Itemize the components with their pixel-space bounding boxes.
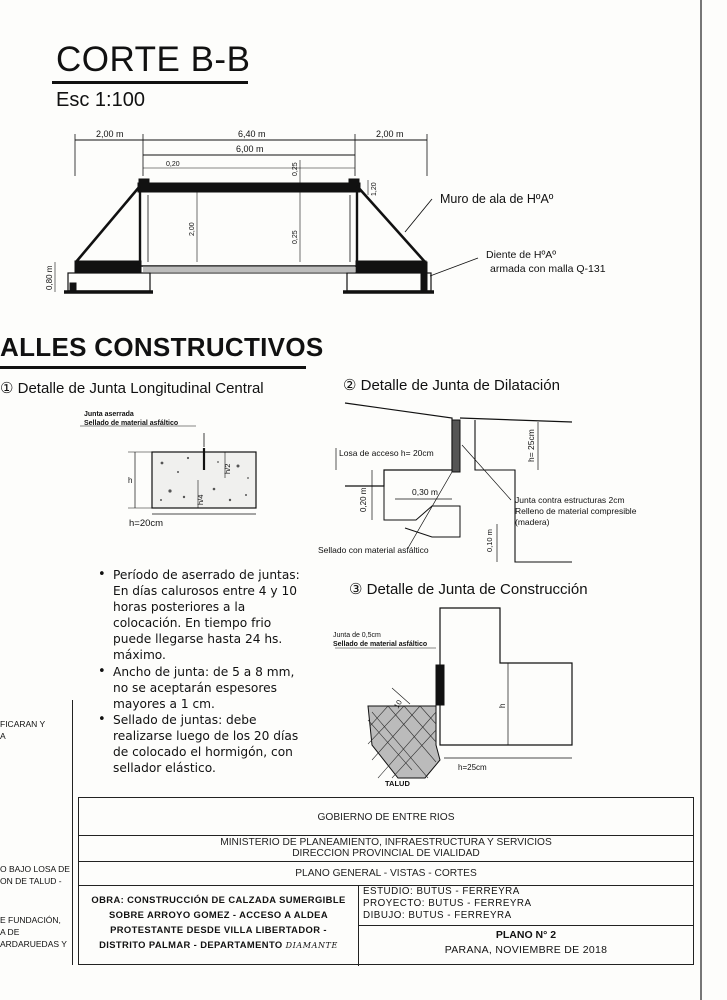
handwritten-department: DIAMANTE — [285, 941, 338, 950]
d3-talud: TALUD — [385, 779, 410, 788]
government-name: GOBIERNO DE ENTRE RIOS — [317, 812, 455, 823]
ministry-name: MINISTERIO DE PLANEAMIENTO, INFRAESTRUCTURA Y SERVICIOS — [220, 837, 552, 848]
d2-note-1: Junta contra estructuras 2cm — [515, 495, 625, 505]
d1-h2: h/2 — [223, 463, 232, 474]
d1-h: h — [128, 476, 133, 485]
construction-notes — [98, 567, 308, 776]
work-line: DISTRITO PALMAR - DEPARTAMENTO — [99, 939, 283, 950]
left-fragment: ON DE TALUD - — [0, 876, 62, 886]
d3-h: h — [498, 703, 507, 708]
title-block — [78, 797, 694, 965]
left-fragment: O BAJO LOSA DE — [0, 864, 70, 874]
detail-1-title: ① Detalle de Junta Longitudinal Central — [0, 380, 264, 397]
d3-width: h=25cm — [458, 763, 487, 772]
d2-slab: Losa de acceso h= 20cm — [339, 448, 434, 458]
project-credit: PROYECTO: BUTUS - FERREYRA — [363, 898, 532, 909]
dim-inner: 6,00 m — [236, 144, 264, 154]
d1-h4: h/4 — [196, 494, 205, 505]
section-title: CORTE B-B — [56, 40, 251, 79]
detail-3-title: ③ Detalle de Junta de Construcción — [349, 581, 588, 598]
note-item: • Período de aserrado de juntas: En días calurosos entre 4 y 10 horas posteriores a la colocación. En tiempo frio puede llegarse hasta 24 hs. máximo. — [98, 567, 308, 664]
plan-type-row — [79, 862, 693, 886]
dim-080: 0,80 m — [45, 265, 54, 290]
dim-right: 2,00 m — [376, 129, 404, 139]
plan-type: PLANO GENERAL - VISTAS - CORTES — [295, 868, 477, 879]
left-fragment: E FUNDACIÓN, — [0, 915, 61, 925]
note-item: • Ancho de junta: de 5 a 8 mm, no se aceptarán espesores mayores a 1 cm. — [98, 664, 308, 712]
dim-025b: 0,25 — [292, 230, 299, 244]
d2-030: 0,30 m — [412, 487, 438, 497]
work-line: SOBRE ARROYO GOMEZ - ACCESO A ALDEA — [108, 909, 329, 920]
credits-divider — [359, 925, 693, 926]
label-tooth-1: Diente de HºAº — [486, 249, 557, 261]
dim-025a: 0,25 — [292, 162, 299, 176]
left-fragment: ARDARUEDAS Y — [0, 939, 67, 949]
left-fragment: A DE — [0, 927, 20, 937]
dim-200: 2,00 — [189, 222, 196, 236]
d1-label-2: Sellado de material asfáltico — [84, 420, 179, 427]
left-fragment: A — [0, 731, 6, 741]
d2-note-2: Relleno de material compresible — [515, 506, 637, 516]
d3-label-1: Junta de 0,5cm — [333, 632, 381, 639]
dim-120: 1,20 — [371, 182, 378, 196]
note-item: • Sellado de juntas: debe realizarse luego de los 20 días de colocado el hormigón, con sellador elástico. — [98, 712, 308, 776]
detail-2-title: ② Detalle de Junta de Dilatación — [343, 377, 560, 394]
work-line: PROTESTANTE DESDE VILLA LIBERTADOR - — [110, 924, 327, 935]
d3-label-2: Sellado de material asfáltico — [333, 641, 428, 648]
d1-width: h=20cm — [129, 518, 164, 529]
dim-020: 0,20 — [166, 161, 180, 168]
place-date: PARANA, NOVIEMBRE DE 2018 — [444, 944, 608, 956]
ministry-row — [79, 835, 693, 862]
directorate-name: DIRECCION PROVINCIAL DE VIALIDAD — [292, 848, 480, 859]
drawing-credit: DIBUJO: BUTUS - FERREYRA — [363, 910, 512, 921]
plan-number: PLANO N° 2 — [495, 929, 557, 941]
d2-020: 0,20 m — [359, 487, 368, 512]
dim-left: 2,00 m — [96, 129, 124, 139]
d2-010: 0,10 m — [485, 529, 494, 552]
credits — [363, 886, 532, 922]
work-line: OBRA: CONSTRUCCIÓN DE CALZADA SUMERGIBLE — [91, 894, 346, 905]
d3-d10: 10 — [391, 698, 404, 710]
details-section-underline — [0, 366, 306, 369]
details-section-title: ALLES CONSTRUCTIVOS — [0, 332, 324, 362]
d2-h25: h= 25cm — [526, 429, 536, 462]
d2-seal: Sellado con material asfáltico — [318, 545, 429, 555]
studio-credit: ESTUDIO: BUTUS - FERREYRA — [363, 886, 520, 897]
work-description — [79, 885, 359, 966]
government-row — [79, 798, 693, 836]
d1-label-1: Junta aserrada — [84, 411, 134, 418]
dim-total: 6,40 m — [238, 129, 266, 139]
label-wing-wall: Muro de ala de HºAº — [440, 192, 554, 206]
left-fragment: FICARAN Y — [0, 719, 46, 729]
detail-expansion-joint — [336, 403, 572, 562]
scale-label: Esc 1:100 — [56, 89, 145, 111]
label-tooth-2: armada con malla Q-131 — [490, 263, 606, 275]
cross-section-b-b — [55, 134, 478, 292]
d2-note-3: (madera) — [515, 517, 550, 527]
